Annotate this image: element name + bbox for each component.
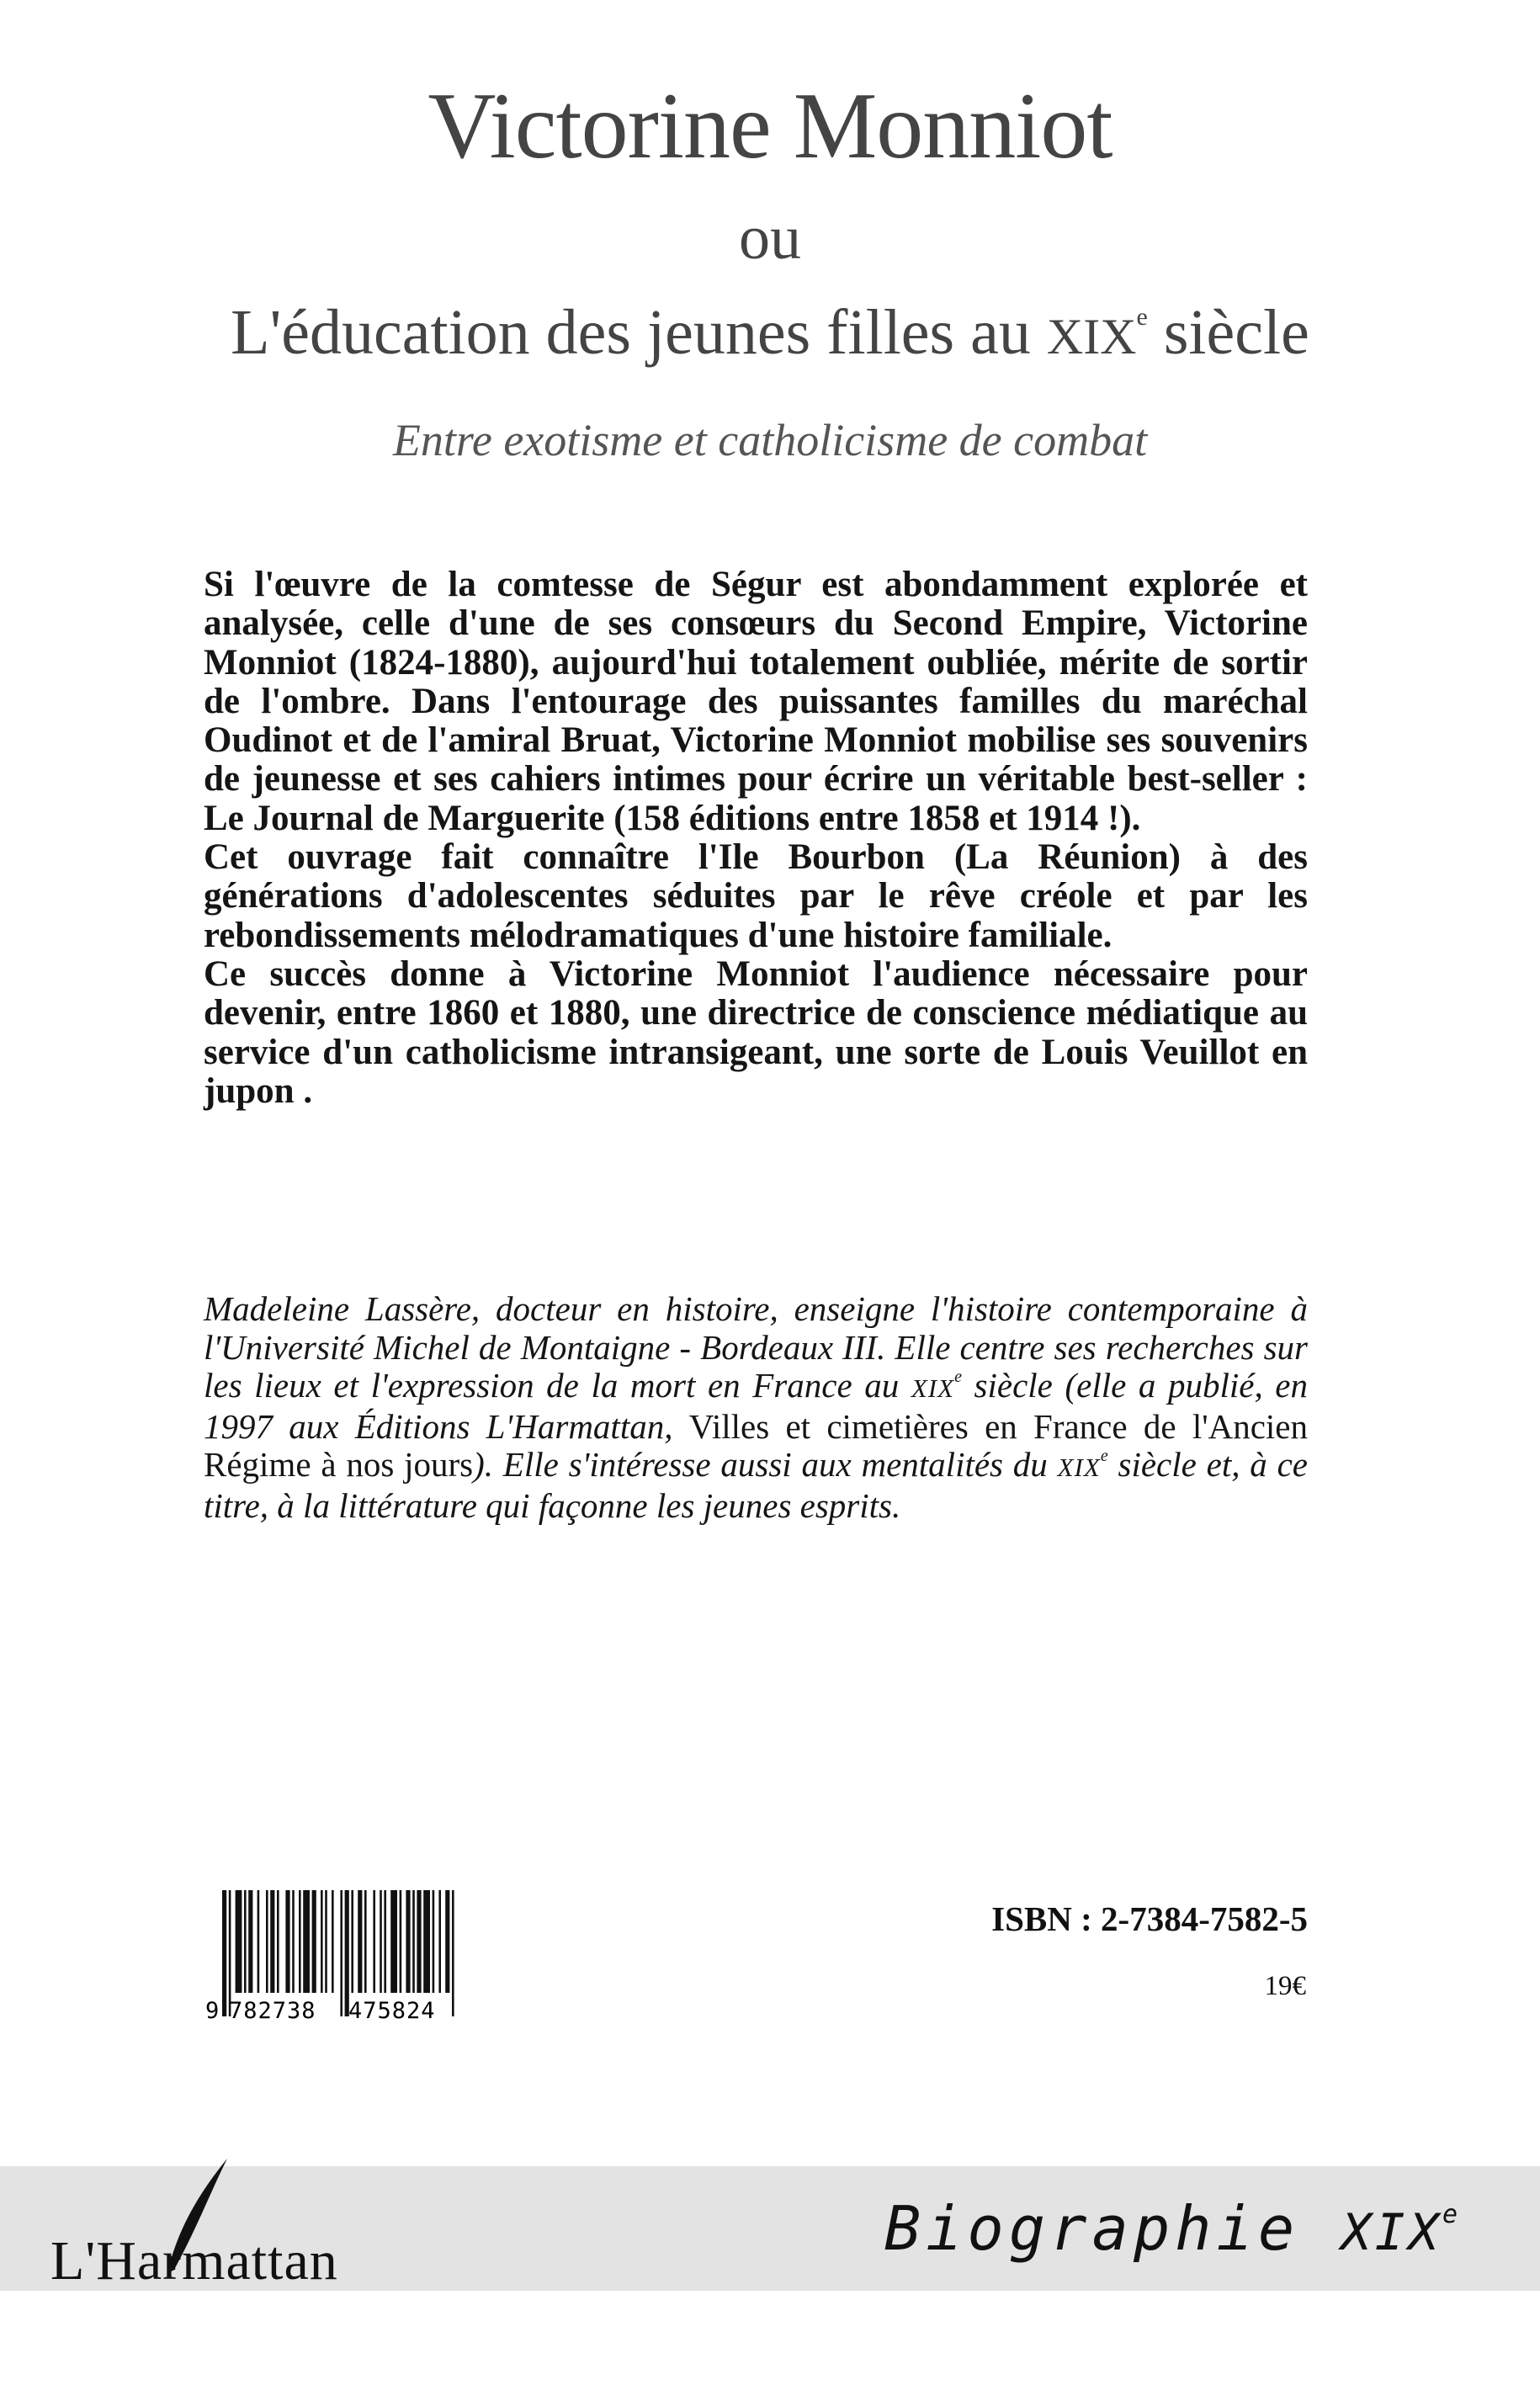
subtitle-pre: L'éducation des jeunes filles au: [231, 297, 1047, 368]
isbn: ISBN : 2-7384-7582-5: [991, 1899, 1308, 1938]
bio-part-3: ). Elle s'intéresse aussi aux mentalités du: [473, 1445, 1058, 1484]
barcode: [204, 1887, 473, 2021]
barcode-lead-digit: 9: [205, 1998, 220, 2021]
barcode-group-1: 782738: [229, 1998, 316, 2021]
barcode-bar: [445, 1890, 449, 1993]
barcode-bar: [417, 1890, 421, 1993]
summary-paragraph-1: Si l'œuvre de la comtesse de Ségur est abondamment explorée et analysée, celle d'une de ses consœurs du Second Empire, Victorine Monniot (1824-1880), aujourd'hui totalement oubliée, mérite de sortir de l'ombre. Dans l'entourage des puissantes familles du maréchal Oudinot et de l'amiral Bruat, Victorine Monniot mobilise ses souvenirs de jeunesse et ses cahiers intimes pour écrire un véritable best-seller : Le Journal de Marguerite (158 éditions entre 1858 et 1914 !).: [204, 565, 1308, 838]
series-sup: e: [1442, 2200, 1463, 2229]
subtitle-post: siècle: [1147, 297, 1309, 368]
barcode-bar: [266, 1890, 268, 1993]
bio-century-2: XIX: [1057, 1453, 1101, 1482]
price: 19€: [1264, 1971, 1306, 2001]
barcode-bar: [433, 1890, 435, 1993]
book-subtitle: [0, 290, 1540, 379]
bio-sup-2: e: [1100, 1447, 1108, 1465]
title-connector: ou: [739, 204, 801, 273]
barcode-bar: [384, 1890, 386, 1993]
bio-part-1: Madeleine Lassère, docteur en histoire, enseigne l'histoire contemporaine à l'Université Michel de Montaigne - Bordeaux III. Elle centre ses recherches sur les lieux et l'expression de la mort en France au: [204, 1289, 1308, 1405]
bio-book-title: Villes et cimetières en France de l'Ancien Régime à nos jours: [204, 1406, 1308, 1484]
barcode-bar: [400, 1890, 402, 1993]
barcode-bar: [292, 1890, 295, 1993]
series-century: XIX: [1341, 2203, 1442, 2262]
barcode-bar: [351, 1890, 353, 1993]
barcode-bar: [452, 1890, 454, 2016]
barcode-bar: [312, 1890, 316, 1993]
summary-text: [204, 566, 1308, 1111]
publisher-name: L'Harmattan: [50, 2230, 338, 2292]
barcode-bar: [438, 1890, 441, 1993]
barcode-bar: [222, 1890, 226, 2016]
book-title: Victorine Monniot: [427, 74, 1113, 178]
barcode-bar: [358, 1890, 362, 1993]
publisher-logo: [50, 2154, 387, 2292]
barcode-bar: [285, 1890, 289, 1993]
barcode-bar: [423, 1890, 430, 1993]
barcode-bar: [248, 1890, 252, 1993]
subtitle-sup: e: [1136, 303, 1148, 331]
barcode-bar: [258, 1890, 260, 1993]
bio-sup-1: e: [954, 1368, 962, 1386]
bio-part-2: siècle (elle a publié, en 1997 aux Éditions L'Harmattan,: [204, 1366, 1308, 1446]
barcode-group-2: 475824: [348, 1998, 436, 2021]
barcode-bar: [406, 1890, 410, 1993]
summary-paragraph-2: Cet ouvrage fait connaître l'Ile Bourbon (La Réunion) à des générations d'adolescentes séduites par le rêve créole et par les rebondissements mélodramatiques d'une histoire familiale.: [204, 837, 1308, 955]
barcode-bar: [390, 1890, 397, 1993]
barcode-bar: [277, 1890, 279, 1993]
barcode-bar: [299, 1890, 301, 1993]
barcode-bar: [412, 1890, 415, 1993]
barcode-bar: [332, 1890, 334, 1993]
book-tagline: Entre exotisme et catholicisme de combat: [392, 415, 1148, 465]
barcode-bar: [364, 1890, 367, 1993]
barcode-bar: [373, 1890, 375, 1993]
barcode-bar: [380, 1890, 382, 1993]
author-bio: [204, 1290, 1308, 1525]
subtitle-century: XIX: [1046, 309, 1137, 364]
series-label: Biographie: [884, 2193, 1341, 2264]
barcode-bar: [303, 1890, 310, 1993]
barcode-bar: [321, 1890, 323, 1993]
barcode-bar: [270, 1890, 274, 1993]
barcode-bar: [325, 1890, 327, 1993]
barcode-bar: [340, 1890, 343, 2016]
bio-part-4: siècle et, à ce titre, à la littérature qui façonne les jeunes esprits.: [204, 1445, 1308, 1525]
series-name: [884, 2195, 1463, 2266]
barcode-bar: [236, 1890, 242, 1993]
bio-century-1: XIX: [911, 1373, 955, 1403]
summary-paragraph-3: Ce succès donne à Victorine Monniot l'audience nécessaire pour devenir, entre 1860 et 1880, une directrice de conscience médiatique au service d'un catholicisme intransigeant, une sorte de Louis Veuillot en jupon .: [204, 953, 1308, 1111]
barcode-bar: [244, 1890, 247, 1993]
